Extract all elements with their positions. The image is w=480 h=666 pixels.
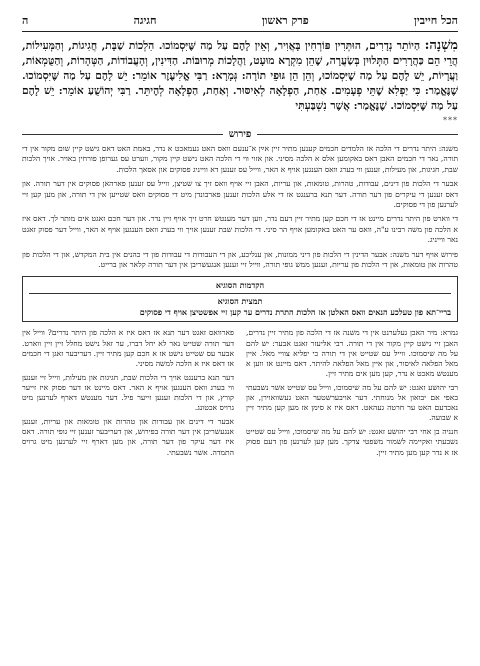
column-left: [22, 328, 234, 461]
page-header: [22, 14, 458, 32]
header-right-title: הכל חייבין: [414, 14, 458, 27]
page-number: ה: [22, 14, 29, 27]
separator-stars: ***: [443, 116, 458, 125]
column-paragraph: אבער די דינים און עבודות און טהרות און טומאות און עריות, זענען אנגעשריבן אין דער תורה בפירוש, און דעריבער זענען זיי גופי תורה. דאס איז דער עיקר פון דער תורה, און מען דארף זיי לערנען מיט גרויס התמדה. אשר נשבעתי.: [22, 417, 234, 457]
intro-box: [22, 276, 458, 322]
column-right: [246, 328, 458, 461]
commentary-paragraph: די ווארט פון היתר נדרים מיינט אז די חכם קען מתיר זיין דעם נדר, ווען דער מענטש חרט זיך אויף זיין נדר. און דער חכם זאגט אים מותר לך. דאס איז א הלכה פון משה רבינו ע"ה, וואס ער האט באקומען אויף הר סיני. די הלכות שבת זענען אויך ווי בערג וואס הענגען אויף א האר, ווייל דער פסוק זאגט נאר ווייניג.: [22, 214, 458, 245]
divider: [257, 134, 458, 135]
column-paragraph: דער תנא ברענגט אויך די הלכות שבת, חגיגות און מעילות, ווייל זיי זענען ווי בערג וואס הענגען אויף א האר. דאס מיינט אז דער פסוק איז זייער קורץ, און די הלכות זענען זייער פיל. דער מענטש דארף לערנען מיט גרויס אכטונג.: [22, 372, 234, 413]
intro-box-title: הקדמות הסוגיא: [29, 280, 451, 294]
column-paragraph: פארוואס זאגט דער תנא אז דאס איז א הלכה פון היתר נדרים? ווייל אין דער תורה שטייט נאר לא יחל דברו, ער זאל נישט מחלל זיין זיין ווארט. אבער עס שטייט נישט אז א חכם קען מתיר זיין. דעריבער זאגן די חכמים אז דאס איז א הלכה למשה מסיני.: [22, 328, 234, 368]
commentary-paragraph: משנה: היתר נדרים די הלכה אז הלמדים חכמים קענען מתיר זיין אײַן א־ענעם וואס האט געמאכט א נדר, באמת האט דאס גישט קיין שום מקור אין די תורה, נאר די חכמים האבן דאס באקומען אלס א הלכה מסיני. און אזוי ווי די הלכה האט נישט קיין מקור, ווערט עס גערופן פורחין באויר. אויך הלכות שבת, חגיגות, און מעילות, זענען ווי בערג וואס הענגען אויף א האר, ווייל עס זענען דא ווייניג פסוקים און אסאך הלכות.: [22, 144, 458, 174]
two-columns: [22, 328, 458, 461]
commentary: [22, 144, 458, 270]
commentary-title: פירוש: [228, 129, 252, 140]
intro-box-summary: בריי־תא פון טעלכע הנאים וואס האלטן אז הלכות התרת נדרים ער קען זיי אפשטיצן אויף די פסוקים: [139, 307, 451, 318]
header-center: פרק ראשון: [261, 14, 309, 27]
mishna-lead: מִשְׁנָה:: [424, 38, 458, 53]
column-paragraph: גמרא: מיר האבן געלערנט אין די משנה אז די הלכה פון מתיר זיין נדרים, האבן זיי נישט קיין מקור אין די תורה. רבי אליעזר זאגט אבער: יש להם על מה שיסמוכו. ווייל עס שטייט אין די תורה כי יפליא צוויי מאל. איין מאל הפלאה לאיסור, און איין מאל הפלאה להיתר. דאס מיינט אז ווען א מענטש מאכט א נדר, קען מען אים מתיר זיין.: [246, 328, 458, 378]
mishna-text: [22, 38, 458, 114]
commentary-heading: [22, 129, 458, 140]
commentary-paragraph: אבער די הלכות פון דינים, עבודות, טהרות, טומאות, און עריות, האבן זיי אויף וואס זיך צו שטיצן, ווייל עס זענען פארהאן פסוקים אין דער תורה. און דאס זענען די עיקרים פון דער תורה. דער תנא ברענגט אז די אלע הלכות זענען פארבונדן מיט די פסוקים וואס שטייען אין די תורה, און מען קען זיי לערנען פון די פסוקים.: [22, 179, 458, 210]
mishna-body: הַיוֹתֵר נְדָרִים, הוּתְּרִין פּוֹרְחִין בָּאֲוִיר, וְאֵין לָהֶם עַל מַה שֶּׁיִּסְמוֹכוּ. הִלְכוֹת שַׁבָּת, חֲגִיגוֹת, וְהַמְּעִילוֹת, הֲרֵי הֵם כַּהֲרָרִים הַתְּלוּיִן בְּשַׂעֲרָה, שֶׁהֵן מִקְרָא מוּעָט, וַהֲלָכוֹת מְרוּבּוֹת. הַדִּינִין, וְהָעֲבוֹדוֹת, הַטְּהָרוֹת, וְהַטֻּמְאוֹת, וַעֲרָיוֹת, יֵשׁ לָהֶם עַל מַה שֶׁיִּסְמוֹכוּ, וְהֵן הֵן גּוּפֵי תוֹרָה: גְּמָרָא: רַבִּי אֱלִיעֶזֶר אוֹמֵר: יֵשׁ לָהֶם עַל מַה שֶּׁיִּסְמוֹכוּ. שֶׁנֶּאֱמַר: כִּי יַפְלִא שֶׁתֵּי פְעָמִים. אַחַת, הַפְלָאָה לְאִיסּוּר. וְאַחַת, הַפְלָאָה לְהֶיתֵּר. רַבִּי יְהוֹשֻׁעַ אוֹמֵר: יֵשׁ לָהֶם עַל מַה שֶּׁיִּסְמוֹכוּ. שֶׁנֶּאֱמַר: אֲשֶׁר נִשְׁבַּעְתִּי: [22, 40, 458, 112]
divider: [22, 134, 223, 135]
column-paragraph: רבי יהושע זאגט: יש להם על מה שיסמוכו, ווייל עס שטייט אשר נשבעתי באפי אם יבואון אל מנוחתי. דער אויבערשטער האט געשוואוירן, און נאכדעם האט ער חרטה געהאט. דאס איז א סימן אז מען קען מתיר זיין א שבועה.: [246, 382, 458, 423]
commentary-paragraph: פירוש אויף דער משנה: אבער הדינין די הלכות פון דיני ממונות, און ענליכע, און די העבודות די עבודות פון די כהנים אין בית המקדש, און די הלכות פון טהרות און טומאות, און די הלכות פון עריות, זענען ממש גופי תורה, ווייל זיי זענען אנגעשריבן אין דער תורה קלאר און ברייט.: [22, 249, 458, 270]
column-paragraph: חנניה בן אחי רבי יהושע זאגט: יש להם על מה שיסמוכו, ווייל עס שטייט נשבעתי ואקיימה לשמור משפטי צדקך. מען קען לערנען פון דעם פסוק אז א נדר קען מען מתיר זיין.: [246, 427, 458, 457]
intro-box-subtitle: תמצית הסוגיא: [217, 296, 263, 307]
header-left-title: חגיגה: [133, 14, 157, 27]
